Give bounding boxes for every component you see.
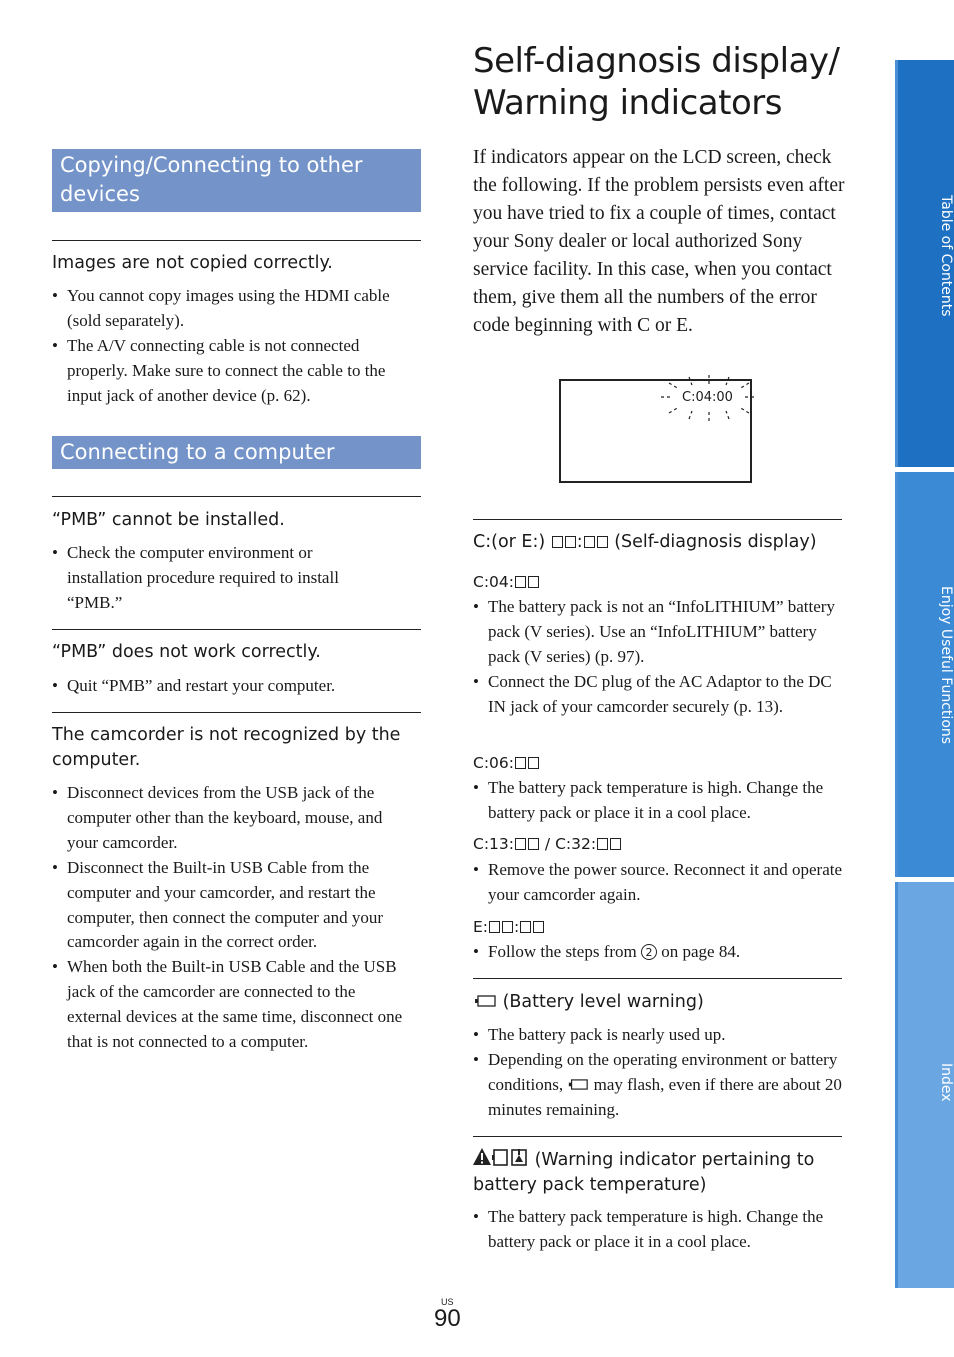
divider bbox=[52, 629, 421, 630]
region-code: US bbox=[441, 1297, 454, 1307]
intro-paragraph: If indicators appear on the LCD screen, check the following. If the problem persists even after you have tried to fix a couple of times, contact your Sony dealer or local authorized Sony service facility. In this case, when you contact them, give them all the numbers of the error code beginning with C or E. bbox=[473, 147, 845, 336]
question-heading: “PMB” cannot be installed. bbox=[52, 510, 285, 530]
bullet-list-e bbox=[473, 940, 845, 965]
list-item: • Connect the DC plug of the AC Adaptor to the DC IN jack of your camcorder securely (p. 13). bbox=[473, 670, 845, 720]
divider bbox=[52, 240, 421, 241]
tab-label: Index bbox=[938, 1063, 954, 1102]
divider bbox=[473, 519, 842, 520]
list-item: • The battery pack is nearly used up. bbox=[473, 1023, 845, 1048]
bullet-list-c13 bbox=[473, 858, 845, 908]
step-2-icon: 2 bbox=[641, 944, 657, 960]
question-heading: “PMB” does not work correctly. bbox=[52, 642, 321, 662]
error-code-label: C:13: / C:32: bbox=[473, 833, 622, 855]
list-item: • Follow the steps from 2 on page 84. bbox=[473, 940, 845, 965]
lcd-screen-illustration bbox=[559, 379, 752, 483]
list-item: • Disconnect devices from the USB jack of the computer other than the keyboard, mouse, and your camcorder. bbox=[52, 781, 414, 856]
tab-table-of-contents[interactable] bbox=[895, 60, 954, 467]
bullet-list-temperature bbox=[473, 1205, 845, 1255]
divider bbox=[52, 496, 421, 497]
divider bbox=[52, 712, 421, 713]
section-heading-computer: Connecting to a computer bbox=[52, 436, 421, 469]
tab-label: Table of Contents bbox=[938, 195, 954, 317]
error-code-label: E: : bbox=[473, 916, 545, 938]
divider bbox=[473, 1136, 842, 1137]
list-item: • Disconnect the Built-in USB Cable from the computer and your camcorder, and restart the computer, then connect the computer and your camcorder again in the correct order. bbox=[52, 856, 414, 956]
bullet-list-q3 bbox=[52, 674, 421, 699]
tab-index[interactable] bbox=[895, 882, 954, 1288]
list-item: • The battery pack temperature is high. Change the battery pack or place it in a cool place. bbox=[473, 1205, 845, 1255]
temperature-warning-heading: (Warning indicator pertaining to battery pack temperature) bbox=[473, 1147, 845, 1198]
divider bbox=[473, 978, 842, 979]
list-item: • The battery pack is not an “InfoLITHIUM” battery pack (V series). Use an “InfoLITHIUM” battery pack (V series) (p. 97). bbox=[473, 595, 845, 670]
tab-enjoy-useful-functions[interactable] bbox=[895, 472, 954, 877]
question-heading: The camcorder is not recognized by the computer. bbox=[52, 725, 401, 770]
bullet-list-q1 bbox=[52, 284, 424, 409]
bullet-list-q4 bbox=[52, 781, 414, 1055]
question-heading: Images are not copied correctly. bbox=[52, 253, 333, 273]
list-item: • When both the Built-in USB Cable and the USB jack of the camcorder are connected to the external devices at the same time, disconnect one that is not connected to a computer. bbox=[52, 955, 414, 1055]
list-item: • Quit “PMB” and restart your computer. bbox=[52, 674, 421, 699]
list-item: • The A/V connecting cable is not connected properly. Make sure to connect the cable to the input jack of another device (p. 62). bbox=[52, 334, 424, 409]
battery-empty-icon bbox=[567, 1078, 589, 1091]
bullet-list-c06 bbox=[473, 776, 845, 826]
title-line: Warning indicators bbox=[473, 83, 782, 123]
selfdiag-heading: C:(or E:) : (Self-diagnosis display) bbox=[473, 532, 817, 552]
error-code-label: C:06: bbox=[473, 752, 540, 774]
bullet-list-c04 bbox=[473, 595, 845, 720]
battery-warning-heading: (Battery level warning) bbox=[473, 990, 704, 1015]
list-item: • Check the computer environment or installation procedure required to install “PMB.” bbox=[52, 541, 392, 616]
list-item: • Remove the power source. Reconnect it and operate your camcorder again. bbox=[473, 858, 845, 908]
list-item: • You cannot copy images using the HDMI cable (sold separately). bbox=[52, 284, 424, 334]
bullet-list-battery bbox=[473, 1023, 845, 1123]
section-heading-copying: Copying/Connecting to other devices bbox=[52, 149, 421, 212]
tab-label: Enjoy Useful Functions bbox=[938, 586, 954, 745]
page-number: 90 bbox=[434, 1305, 461, 1332]
page-title bbox=[473, 40, 839, 124]
error-code-label: C:04: bbox=[473, 571, 540, 593]
list-item: • Depending on the operating environment or battery conditions, may flash, even if there are about 20 minutes remaining. bbox=[473, 1048, 845, 1123]
title-line: Self-diagnosis display/ bbox=[473, 41, 840, 81]
list-item: • The battery pack temperature is high. Change the battery pack or place it in a cool place. bbox=[473, 776, 845, 826]
lcd-error-code: C:04:00 bbox=[682, 390, 733, 405]
bullet-list-q2 bbox=[52, 541, 392, 616]
battery-empty-icon bbox=[473, 994, 497, 1008]
temperature-warning-icon bbox=[473, 1147, 529, 1167]
